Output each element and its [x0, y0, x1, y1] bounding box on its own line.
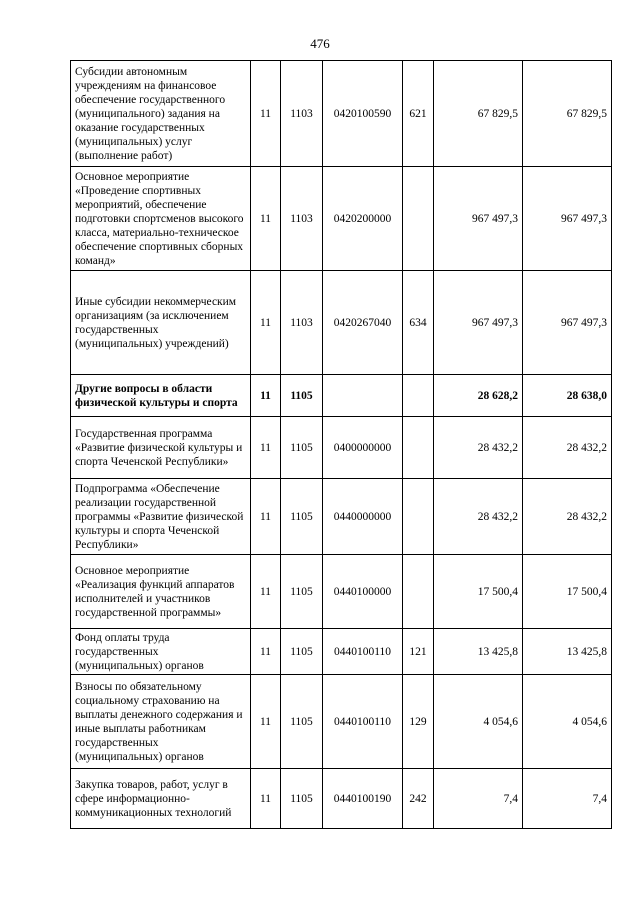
row-target-article: 0420200000 — [323, 167, 403, 271]
row-podrazdel: 1105 — [281, 675, 323, 769]
row-razdel: 11 — [251, 555, 281, 629]
row-name: Субсидии автономным учреждениям на финансовое обеспечение государственного (муниципального) задания на оказание государственных (муниципальных) услуг (выполнение работ) — [71, 61, 251, 167]
row-sum-2: 4 054,6 — [523, 675, 612, 769]
row-name: Взносы по обязательному социальному страхованию на выплаты денежного содержания и иные выплаты работникам государственных (муниципальных) органов — [71, 675, 251, 769]
row-sum-2: 967 497,3 — [523, 167, 612, 271]
row-target-article: 0440100000 — [323, 555, 403, 629]
row-name: Фонд оплаты труда государственных (муниципальных) органов — [71, 629, 251, 675]
row-sum-1: 967 497,3 — [434, 167, 523, 271]
row-expense-type — [403, 375, 434, 417]
table-row — [71, 61, 612, 167]
row-razdel: 11 — [251, 375, 281, 417]
row-sum-1: 13 425,8 — [434, 629, 523, 675]
row-razdel: 11 — [251, 167, 281, 271]
row-razdel: 11 — [251, 479, 281, 555]
row-target-article — [323, 375, 403, 417]
row-expense-type — [403, 417, 434, 479]
row-expense-type: 242 — [403, 769, 434, 829]
row-razdel: 11 — [251, 271, 281, 375]
row-podrazdel: 1103 — [281, 61, 323, 167]
row-name: Иные субсидии некоммерческим организациям (за исключением государственных (муниципальных) учреждений) — [71, 271, 251, 375]
row-expense-type: 121 — [403, 629, 434, 675]
row-sum-2: 13 425,8 — [523, 629, 612, 675]
table-row — [71, 675, 612, 769]
row-sum-1: 4 054,6 — [434, 675, 523, 769]
table-row — [71, 479, 612, 555]
row-target-article: 0440000000 — [323, 479, 403, 555]
row-target-article: 0440100190 — [323, 769, 403, 829]
row-sum-1: 28 432,2 — [434, 479, 523, 555]
row-target-article: 0400000000 — [323, 417, 403, 479]
row-target-article: 0440100110 — [323, 675, 403, 769]
budget-table — [70, 60, 612, 829]
table-row — [71, 629, 612, 675]
row-name: Государственная программа «Развитие физической культуры и спорта Чеченской Республики» — [71, 417, 251, 479]
row-podrazdel: 1105 — [281, 417, 323, 479]
row-sum-2: 28 638,0 — [523, 375, 612, 417]
row-razdel: 11 — [251, 675, 281, 769]
row-sum-1: 967 497,3 — [434, 271, 523, 375]
row-sum-2: 28 432,2 — [523, 479, 612, 555]
table-row — [71, 271, 612, 375]
row-expense-type — [403, 555, 434, 629]
row-podrazdel: 1105 — [281, 629, 323, 675]
table-row — [71, 375, 612, 417]
row-razdel: 11 — [251, 769, 281, 829]
table-row — [71, 555, 612, 629]
row-expense-type — [403, 167, 434, 271]
row-sum-2: 28 432,2 — [523, 417, 612, 479]
row-name: Другие вопросы в области физической культуры и спорта — [71, 375, 251, 417]
row-sum-1: 28 432,2 — [434, 417, 523, 479]
row-razdel: 11 — [251, 417, 281, 479]
row-sum-1: 7,4 — [434, 769, 523, 829]
row-sum-1: 17 500,4 — [434, 555, 523, 629]
row-name: Закупка товаров, работ, услуг в сфере информационно-коммуникационных технологий — [71, 769, 251, 829]
table-row — [71, 417, 612, 479]
row-name: Основное мероприятие «Реализация функций аппаратов исполнителей и участников государственной программы» — [71, 555, 251, 629]
row-target-article: 0420100590 — [323, 61, 403, 167]
row-expense-type: 634 — [403, 271, 434, 375]
row-sum-2: 967 497,3 — [523, 271, 612, 375]
row-sum-1: 67 829,5 — [434, 61, 523, 167]
table-row — [71, 167, 612, 271]
row-podrazdel: 1105 — [281, 555, 323, 629]
row-sum-2: 17 500,4 — [523, 555, 612, 629]
row-podrazdel: 1105 — [281, 375, 323, 417]
row-expense-type — [403, 479, 434, 555]
row-target-article: 0440100110 — [323, 629, 403, 675]
row-sum-2: 7,4 — [523, 769, 612, 829]
row-podrazdel: 1103 — [281, 271, 323, 375]
row-podrazdel: 1103 — [281, 167, 323, 271]
row-target-article: 0420267040 — [323, 271, 403, 375]
row-expense-type: 621 — [403, 61, 434, 167]
row-name: Основное мероприятие «Проведение спортивных мероприятий, обеспечение подготовки спортсменов высокого класса, материально-техническое обеспечение спортивных сборных команд» — [71, 167, 251, 271]
row-podrazdel: 1105 — [281, 479, 323, 555]
row-podrazdel: 1105 — [281, 769, 323, 829]
row-expense-type: 129 — [403, 675, 434, 769]
row-razdel: 11 — [251, 629, 281, 675]
table-row — [71, 769, 612, 829]
row-razdel: 11 — [251, 61, 281, 167]
row-sum-1: 28 628,2 — [434, 375, 523, 417]
page-number: 476 — [310, 36, 330, 51]
row-sum-2: 67 829,5 — [523, 61, 612, 167]
row-name: Подпрограмма «Обеспечение реализации государственной программы «Развитие физической культуры и спорта Чеченской Республики» — [71, 479, 251, 555]
